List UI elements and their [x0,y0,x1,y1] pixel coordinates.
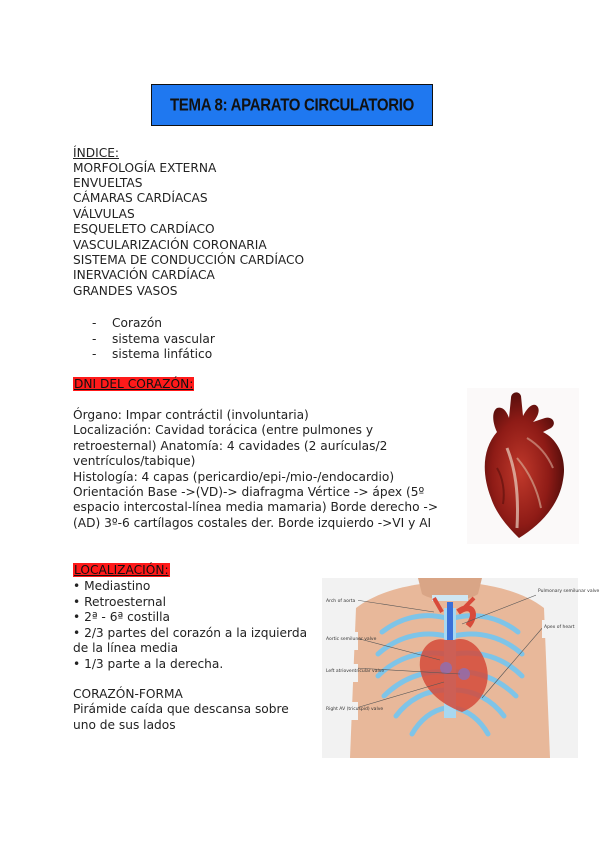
index-item: ENVUELTAS [73,176,143,190]
list-item: - sistema linfático [92,347,213,361]
index-item: ESQUELETO CARDÍACO [73,222,215,236]
index-item: CÁMARAS CARDÍACAS [73,191,208,205]
definition-line: retroesternal) Anatomía: 4 cavidades (2 aurículas/2 [73,439,388,453]
location-line: • Mediastino [73,579,151,593]
definition-line: Histología: 4 capas (pericardio/epi-/mio-/endocardio) [73,470,395,484]
chest-label-arch-aorta: Arch of aorta [326,599,356,604]
page-title: TEMA 8: APARATO CIRCULATORIO [169,95,415,115]
title-box [151,84,433,126]
index-item: MORFOLOGÍA EXTERNA [73,161,217,175]
location-line: • Retroesternal [73,595,166,609]
definition-line: ventrículos/tabique) [73,454,196,468]
components-list [92,316,215,363]
chest-label-apex: Apex of heart [544,625,575,630]
index-item: VÁLVULAS [73,207,135,221]
index-item: VASCULARIZACIÓN CORONARIA [73,238,267,252]
definition-line: (AD) 3º-6 cartílagos costales der. Borde izquierdo ->VI y AI [73,516,432,530]
list-item: - sistema vascular [92,331,215,346]
chest-label-right-av-valve: Right AV (tricuspid) valve [326,707,384,712]
chest-label-left-av-valve: Left atrioventricular valve [326,669,385,674]
location-line: de la línea media [73,641,179,655]
index-item: SISTEMA DE CONDUCCIÓN CARDÍACO [73,253,305,267]
index-heading: ÍNDICE: [73,146,120,160]
index-item: GRANDES VASOS [73,284,178,298]
shape-heading: CORAZÓN-FORMA [73,687,183,701]
chest-anatomy-image [322,578,600,758]
location-line: • 1/3 parte a la derecha. [73,657,224,671]
chest-label-pulmonary-valve: Pulmonary semilunar valve [538,589,600,594]
location-line: • 2/3 partes del corazón a la izquierda [73,626,308,640]
definition-line: Localización: Cavidad torácica (entre pulmones y [73,423,374,437]
shape-line: Pirámide caída que descansa sobre [73,702,289,716]
heart-image [467,388,579,544]
shape-line: uno de sus lados [73,718,176,732]
index-item: INERVACIÓN CARDÍACA [73,268,215,282]
definition-line: Orientación Base ->(VD)-> diafragma Vértice -> ápex (5º [73,485,425,499]
location-line: • 2ª - 6ª costilla [73,610,170,624]
definition-heading: DNI DEL CORAZÓN: [74,377,194,391]
definition-line: Órgano: Impar contráctil (involuntaria) [73,408,309,422]
definition-line: espacio intercostal-línea media mamaria) Borde derecho -> [73,500,439,514]
location-heading: LOCALIZACIÓN: [74,563,169,577]
list-item: - Corazón [92,316,163,330]
chest-label-aortic-valve: Aortic semilunar valve [326,637,377,642]
